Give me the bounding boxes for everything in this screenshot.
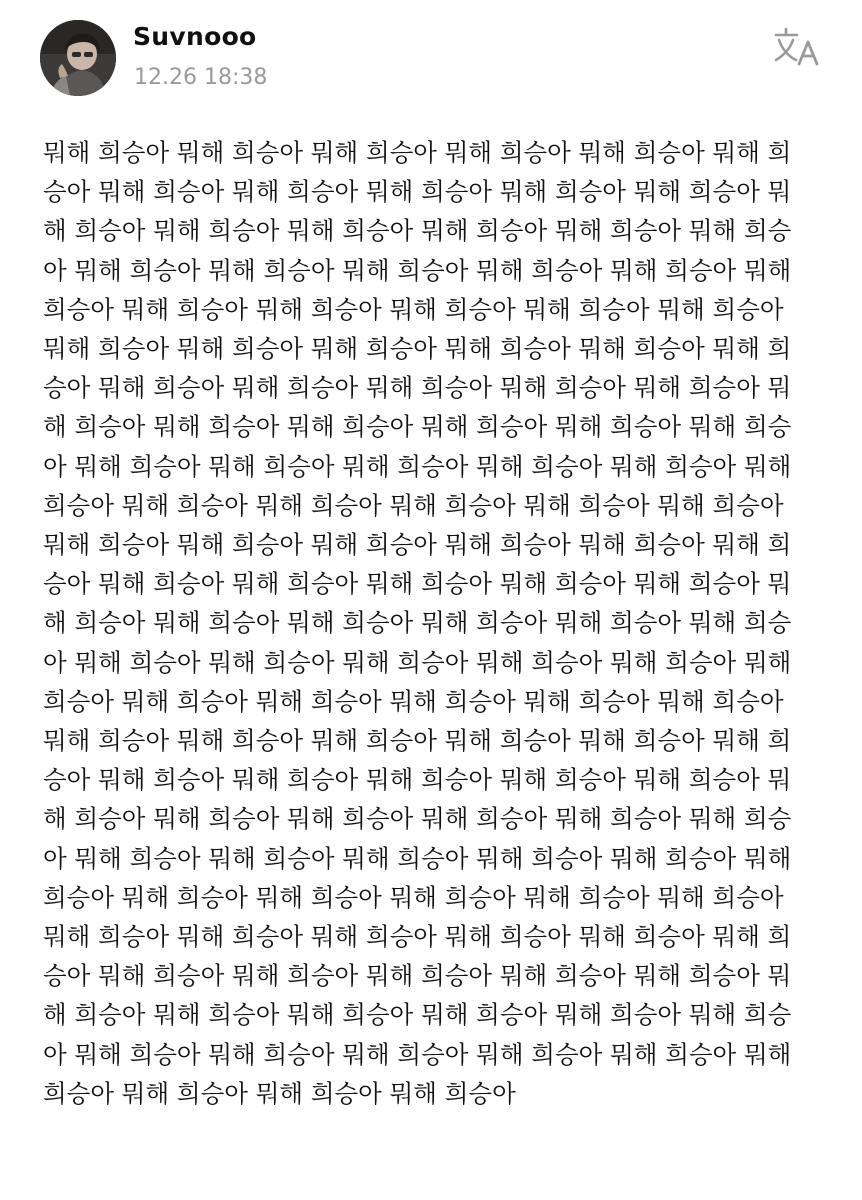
post-header bbox=[0, 0, 862, 110]
post-body-text: 뭐해 희승아 뭐해 희승아 뭐해 희승아 뭐해 희승아 뭐해 희승아 뭐해 희승아 뭐해 희승아 뭐해 희승아 뭐해 희승아 뭐해 희승아 뭐해 희승아 뭐해 희승아 뭐해 희승아 뭐해 희승아 뭐해 희승아 뭐해 희승아 뭐해 희승아 뭐해 희승아 뭐해 희승아 뭐해 희승아 뭐해 희승아 뭐해 희승아 뭐해 희승아 뭐해 희승아 뭐해 희승아 뭐해 희승아 뭐해 희승아 뭐해 희승아 뭐해 희승아 뭐해 희승아 뭐해 희승아 뭐해 희승아 뭐해 희승아 뭐해 희승아 뭐해 희승아 뭐해 희승아 뭐해 희승아 뭐해 희승아 뭐해 희승아 뭐해 희승아 뭐해 희승아 뭐해 희승아 뭐해 희승아 뭐해 희승아 뭐해 희승아 뭐해 희승아 뭐해 희승아 뭐해 희승아 뭐해 희승아 뭐해 희승아 뭐해 희승아 뭐해 희승아 뭐해 희승아 뭐해 희승아 뭐해 희승아 뭐해 희승아 뭐해 희승아 뭐해 희승아 뭐해 희승아 뭐해 희승아 뭐해 희승아 뭐해 희승아 뭐해 희승아 뭐해 희승아 뭐해 희승아 뭐해 희승아 뭐해 희승아 뭐해 희승아 뭐해 희승아 뭐해 희승아 뭐해 희승아 뭐해 희승아 뭐해 희승아 뭐해 희승아 뭐해 희승아 뭐해 희승아 뭐해 희승아 뭐해 희승아 뭐해 희승아 뭐해 희승아 뭐해 희승아 뭐해 희승아 뭐해 희승아 뭐해 희승아 뭐해 희승아 뭐해 희승아 뭐해 희승아 뭐해 희승아 뭐해 희승아 뭐해 희승아 뭐해 희승아 뭐해 희승아 뭐해 희승아 뭐해 희승아 뭐해 희승아 뭐해 희승아 뭐해 희승아 뭐해 희승아 뭐해 희승아 뭐해 희승아 뭐해 희승아 뭐해 희승아 뭐해 희승아 뭐해 희승아 뭐해 희승아 뭐해 희승아 뭐해 희승아 뭐해 희승아 뭐해 희승아 뭐해 희승아 뭐해 희승아 뭐해 희승아 뭐해 희승아 뭐해 희승아 뭐해 희승아 뭐해 희승아 뭐해 희승아 뭐해 희승아 뭐해 희승아 뭐해 희승아 뭐해 희승아 뭐해 희승아 뭐해 희승아 뭐해 희승아 뭐해 희승아 뭐해 희승아 뭐해 희승아 뭐해 희승아 뭐해 희승아 뭐해 희승아 뭐해 희승아 뭐해 희승아 뭐해 희승아 뭐해 희승아 뭐해 희승아 뭐해 희승아 뭐해 희승아 뭐해 희승아 bbox=[43, 133, 813, 1181]
author-avatar[interactable] bbox=[40, 20, 116, 96]
translate-icon bbox=[772, 24, 824, 68]
post-timestamp: 12.26 18:38 bbox=[134, 65, 268, 90]
author-name[interactable]: Suvnooo bbox=[133, 22, 257, 51]
translate-button[interactable] bbox=[772, 24, 824, 68]
profile-photo bbox=[40, 20, 116, 96]
